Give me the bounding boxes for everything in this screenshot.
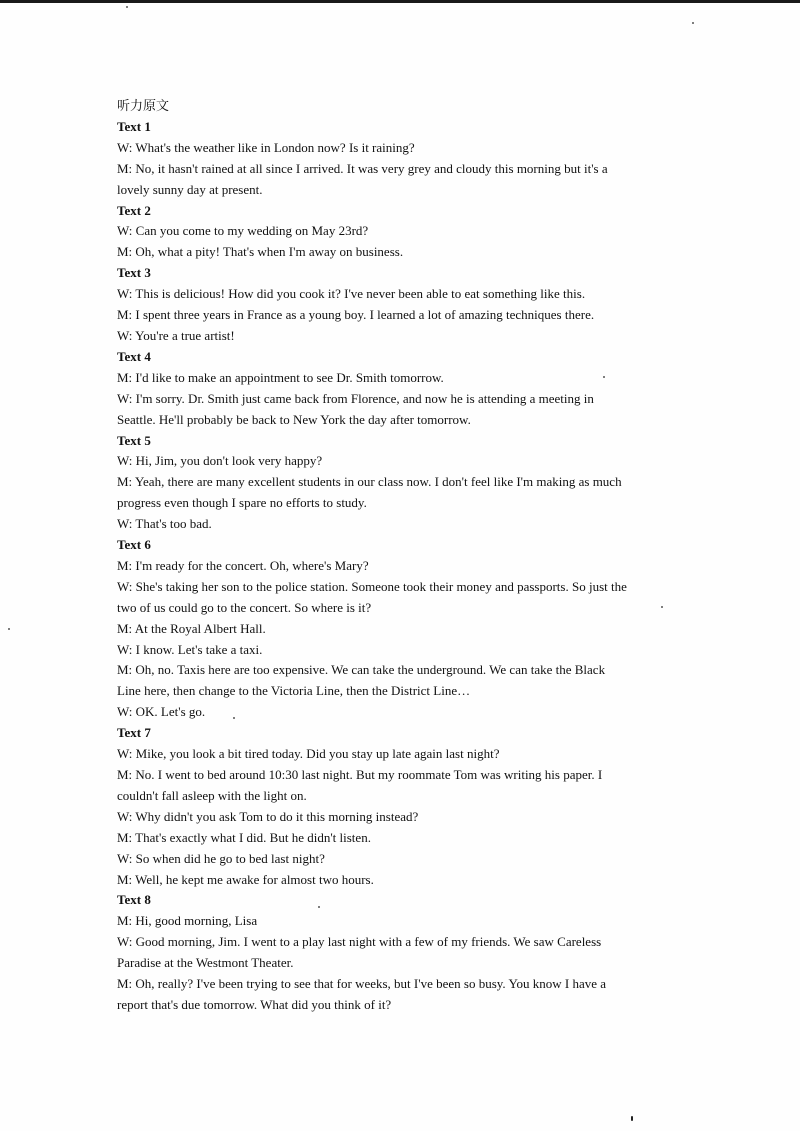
dialogue-line: M: Oh, what a pity! That's when I'm away on business. <box>117 244 404 260</box>
transcript-body <box>117 96 687 1016</box>
dialogue-line: W: Why didn't you ask Tom to do it this morning instead? <box>117 808 419 824</box>
dialogue-line: M: Oh, really? I've been trying to see that for weeks, but I've been so busy. You know I have a <box>117 976 607 992</box>
dialogue-line: W: This is delicious! How did you cook it? I've never been able to eat something like this. <box>117 286 586 302</box>
scan-speck <box>631 1116 633 1121</box>
section-title: Text 7 <box>117 725 151 741</box>
section-title: Text 5 <box>117 432 151 448</box>
page-top-border <box>0 0 800 3</box>
dialogue-line: W: I'm sorry. Dr. Smith just came back from Florence, and now he is attending a meeting in <box>117 390 594 406</box>
transcript-section <box>117 723 687 890</box>
dialogue-line: M: Well, he kept me awake for almost two hours. <box>117 871 374 887</box>
dialogue-line: W: That's too bad. <box>117 516 212 532</box>
dialogue-line: W: Good morning, Jim. I went to a play last night with a few of my friends. We saw Careless <box>117 934 602 950</box>
section-title: Text 1 <box>117 118 151 134</box>
document-heading: 听力原文 <box>117 98 170 113</box>
transcript-section <box>117 117 687 201</box>
transcript-section <box>117 535 687 723</box>
scan-speck <box>126 6 128 8</box>
section-title: Text 3 <box>117 265 151 281</box>
dialogue-line: M: Yeah, there are many excellent students in our class now. I don't feel like I'm making as much <box>117 474 622 490</box>
dialogue-line: W: Can you come to my wedding on May 23rd? <box>117 223 369 239</box>
dialogue-line: M: That's exactly what I did. But he didn't listen. <box>117 829 371 845</box>
dialogue-line: lovely sunny day at present. <box>117 181 263 197</box>
dialogue-line: two of us could go to the concert. So where is it? <box>117 599 372 615</box>
dialogue-line: M: I'm ready for the concert. Oh, where's Mary? <box>117 557 369 573</box>
dialogue-line: W: You're a true artist! <box>117 327 235 343</box>
section-title: Text 8 <box>117 892 151 908</box>
dialogue-line: M: I'd like to make an appointment to see Dr. Smith tomorrow. <box>117 369 444 385</box>
scan-speck <box>8 628 10 630</box>
transcript-section <box>117 263 687 347</box>
dialogue-line: M: I spent three years in France as a young boy. I learned a lot of amazing techniques there. <box>117 307 595 323</box>
scan-speck <box>692 22 694 24</box>
dialogue-line: Paradise at the Westmont Theater. <box>117 955 294 971</box>
dialogue-line: M: Oh, no. Taxis here are too expensive. We can take the underground. We can take the Black <box>117 662 606 678</box>
dialogue-line: Line here, then change to the Victoria Line, then the District Line… <box>117 683 471 699</box>
section-title: Text 4 <box>117 348 151 364</box>
transcript-section <box>117 201 687 264</box>
section-title: Text 2 <box>117 202 151 218</box>
dialogue-line: M: No, it hasn't rained at all since I arrived. It was very grey and cloudy this morning but it's a <box>117 160 608 176</box>
transcript-section <box>117 890 687 1015</box>
dialogue-line: W: So when did he go to bed last night? <box>117 850 325 866</box>
dialogue-line: Seattle. He'll probably be back to New York the day after tomorrow. <box>117 411 471 427</box>
dialogue-line: progress even though I spare no efforts to study. <box>117 495 367 511</box>
dialogue-line: M: No. I went to bed around 10:30 last night. But my roommate Tom was writing his paper. I <box>117 767 603 782</box>
transcript-section <box>117 347 687 431</box>
dialogue-line: W: Hi, Jim, you don't look very happy? <box>117 453 323 469</box>
dialogue-line: couldn't fall asleep with the light on. <box>117 787 307 803</box>
section-title: Text 6 <box>117 537 151 553</box>
dialogue-line: M: At the Royal Albert Hall. <box>117 620 266 636</box>
dialogue-line: W: OK. Let's go. <box>117 704 206 720</box>
dialogue-line: M: Hi, good morning, Lisa <box>117 913 258 929</box>
transcript-sections <box>117 117 687 1016</box>
dialogue-line: W: What's the weather like in London now? Is it raining? <box>117 139 415 155</box>
dialogue-line: W: Mike, you look a bit tired today. Did you stay up late again last night? <box>117 746 500 762</box>
dialogue-line: W: I know. Let's take a taxi. <box>117 641 263 657</box>
dialogue-line: W: She's taking her son to the police station. Someone took their money and passports. So just the <box>117 578 627 594</box>
transcript-section <box>117 431 687 536</box>
dialogue-line: report that's due tomorrow. What did you think of it? <box>117 996 392 1012</box>
